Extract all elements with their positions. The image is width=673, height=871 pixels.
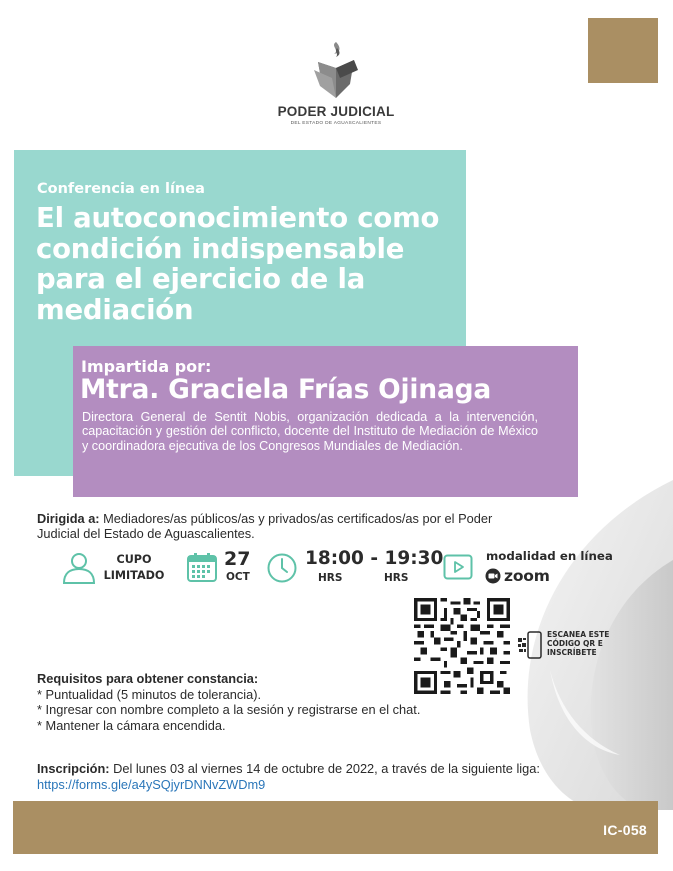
poder-judicial-logo [270,40,402,135]
logo-subtitle: DEL ESTADO DE AGUASCALIENTES [290,121,382,126]
qr-caption: ESCANEA ESTE CÓDIGO QR E INSCRÍBETE [547,630,610,657]
event-title: El autoconocimiento como condición indispensable para el ejercicio de la mediación [36,202,440,326]
requirement-item: * Ingresar con nombre completo a la sesión y registrarse en el chat. [37,702,421,717]
event-date-month: OCT [226,571,250,583]
registration-label: Inscripción: [37,761,110,776]
time-start-unit: HRS [318,572,343,584]
cupo-line1: CUPO [116,553,152,566]
registration-link[interactable]: https://forms.gle/a4ySQjyrDNNvZWDm9 [37,777,266,792]
audience-description: Mediadores/as públicos/as y privados/as certificados/as por el Poder Judicial del Estado de Aguascalientes. [37,511,493,541]
audience-label: Dirigida a: [37,511,100,526]
footer-code: IC-058 [603,822,647,838]
cupo-line2: LIMITADO [103,568,165,582]
zoom-camera-icon [485,568,501,584]
footer-bar [13,801,658,854]
speaker-label: Impartida por: [81,357,212,376]
zoom-wordmark: zoom [504,567,550,585]
event-date-day: 27 [224,548,251,570]
gold-accent-square [588,18,658,83]
requirements-title: Requisitos para obtener constancia: [37,671,259,686]
logo-name: PODER JUDICIAL [277,104,395,119]
requirements-block [37,671,507,733]
person-icon [61,552,97,584]
zoom-logo [485,567,550,585]
speaker-name: Mtra. Graciela Frías Ojinaga [80,374,492,405]
speaker-bio: Directora General de Sentit Nobis, organización dedicada a la intervención, capacitación y gestión del conflicto, docente del Instituto de Mediación de México y coordinadora ejecutiva de los Congresos Mundiales de Mediación. [82,410,538,453]
event-kicker: Conferencia en línea [37,181,205,197]
registration-text [37,761,597,777]
registration-block [37,761,597,793]
clock-icon [266,552,298,584]
audience-text [37,511,507,541]
time-end-unit: HRS [384,572,409,584]
event-time: 18:00 - 19:30 [305,548,444,569]
cupo-limitado [98,552,170,583]
phone-qr-icon [517,631,543,659]
registration-dates: Del lunes 03 al viernes 14 de octubre de 2022, a través de la siguiente liga: [109,761,540,776]
requirement-item: * Mantener la cámara encendida. [37,717,226,733]
video-play-icon [443,554,473,580]
scales-emblem-icon [306,40,366,102]
modality-label: modalidad en línea [486,549,613,563]
calendar-icon [186,551,218,583]
requirement-item: * Puntualidad (5 minutos de tolerancia). [37,686,262,702]
